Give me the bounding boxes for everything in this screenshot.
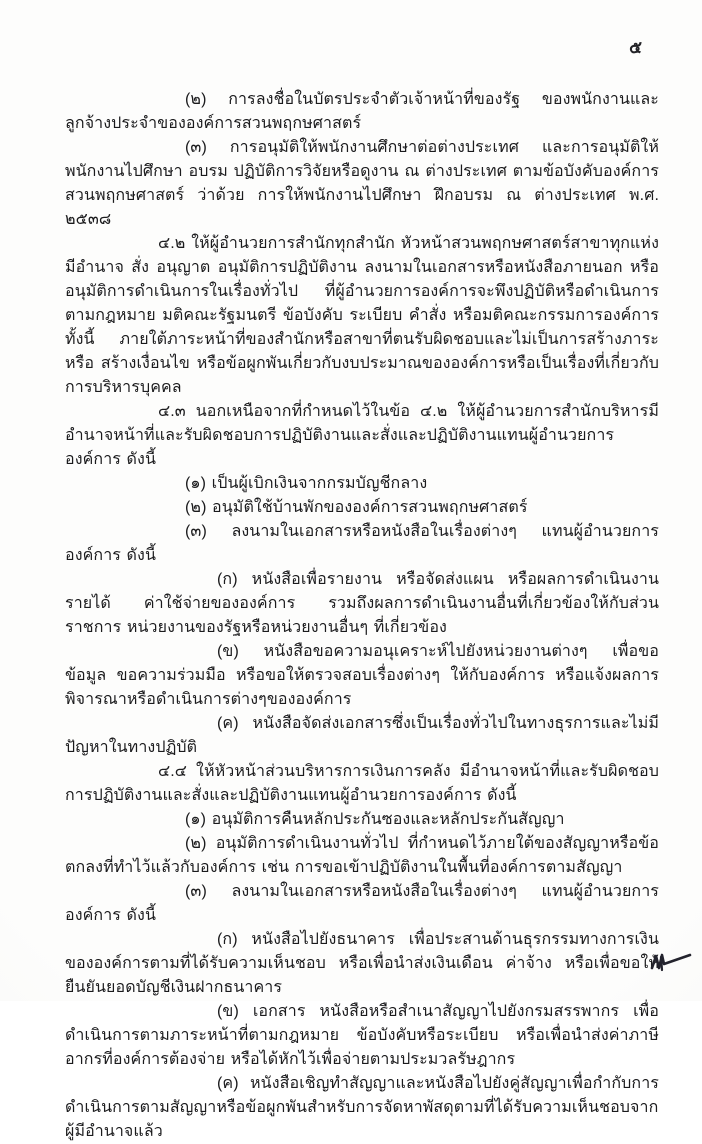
clause-4-4-sub-kho: (ข) เอกสาร หนังสือหรือสำเนาสัญญาไปยังกรมสรรพากร เพื่อดำเนินการตามภาระหน้าที่ตามกฎหมาย ข้อบังคับหรือระเบียบ หรือเพื่อนำส่งค่าภาษีอากรที่องค์การต้องจ่าย หรือได้หักไว้เพื่อจ่ายตามประมวลรัษฎากร [65,1003,659,1068]
clause-4-3-sub-kho: (ข) หนังสือขอความอนุเคราะห์ไปยังหน่วยงานต่างๆ เพื่อขอข้อมูล ขอความร่วมมือ หรือขอให้ตรวจสอบเรื่องต่างๆ ให้กับองค์การ หรือแจ้งผลการพิจารณาหรือดำเนินการต่างๆขององค์การ [65,643,659,708]
document-body [65,88,659,1144]
clause-4-3-item-2: (๒) อนุมัติใช้บ้านพักขององค์การสวนพฤกษศาสตร์ [185,499,528,516]
clause-4-4-item-3: (๓) ลงนามในเอกสารหรือหนังสือในเรื่องต่างๆ แทนผู้อำนวยการองค์การ ดังนี้ [65,883,659,924]
page-number: ๕ [629,38,642,57]
clause-4-3-sub-ka: (ก) หนังสือเพื่อรายงาน หรือจัดส่งแผน หรือผลการดำเนินงาน รายได้ ค่าใช้จ่ายขององค์การ รวมถึงผลการดำเนินงานอื่นที่เกี่ยวข้องให้กับส่วนราชการ หน่วยงานของรัฐหรือหน่วยงานอื่นๆ ที่เกี่ยวข้อง [65,571,659,636]
clause-item-2: (๒) การลงชื่อในบัตรประจำตัวเจ้าหน้าที่ของรัฐ ของพนักงานและลูกจ้างประจำขององค์การสวนพฤกษศาสตร์ [65,91,659,132]
signature-mark-icon [648,944,694,978]
clause-4-4-sub-ka: (ก) หนังสือไปยังธนาคาร เพื่อประสานด้านธุรกรรมทางการเงินขององค์การตามที่ได้รับความเห็นชอบ หรือเพื่อนำส่งเงินเดือน ค่าจ้าง หรือเพื่อขอให้ยืนยันยอดบัญชีเงินฝากธนาคาร [65,931,659,996]
clause-section-4-4: ๔.๔ ให้หัวหน้าส่วนบริหารการเงินการคลัง มีอำนาจหน้าที่และรับผิดชอบการปฏิบัติงานและสั่งและปฏิบัติงานแทนผู้อำนวยการองค์การ ดังนี้ [65,763,659,804]
clause-4-3-sub-kho2: (ค) หนังสือจัดส่งเอกสารซึ่งเป็นเรื่องทั่วไปในทางธุรการและไม่มีปัญหาในทางปฏิบัติ [65,715,659,756]
clause-4-3-item-3: (๓) ลงนามในเอกสารหรือหนังสือในเรื่องต่างๆ แทนผู้อำนวยการองค์การ ดังนี้ [65,523,659,564]
clause-4-3-item-1: (๑) เป็นผู้เบิกเงินจากกรมบัญชีกลาง [185,475,428,492]
clause-4-4-sub-kho2: (ค) หนังสือเชิญทำสัญญาและหนังสือไปยังคู่สัญญาเพื่อกำกับการดำเนินการตามสัญญาหรือข้อผูกพันสำหรับการจัดหาพัสดุตามที่ได้รับความเห็นชอบจากผู้มีอำนาจแล้ว [65,1075,659,1140]
clause-section-4-3: ๔.๓ นอกเหนือจากที่กำหนดไว้ในข้อ ๔.๒ ให้ผู้อำนวยการสำนักบริหารมีอำนาจหน้าที่และรับผิดชอบการปฏิบัติงานและสั่งและปฏิบัติงานแทนผู้อำนวยการองค์การ ดังนี้ [65,403,659,468]
clause-4-4-item-1: (๑) อนุมัติการคืนหลักประกันซองและหลักประกันสัญญา [185,811,565,828]
clause-section-4-2: ๔.๒ ให้ผู้อำนวยการสำนักทุกสำนัก หัวหน้าสวนพฤกษศาสตร์สาขาทุกแห่ง มีอำนาจ สั่ง อนุญาต อนุมัติการปฏิบัติงาน ลงนามในเอกสารหรือหนังสือภายนอก หรืออนุมัติการดำเนินการในเรื่องทั่วไป ที่ผู้อำนวยการองค์การจะพึงปฏิบัติหรือดำเนินการตามกฎหมาย มติคณะรัฐมนตรี ข้อบังคับ ระเบียบ คำสั่ง หรือมติคณะกรรมการองค์การ ทั้งนี้ ภายใต้ภาระหน้าที่ของสำนักหรือสาขาที่ตนรับผิดชอบและไม่เป็นการสร้างภาระ หรือ สร้างเงื่อนไข หรือข้อผูกพันเกี่ยวกับงบประมาณขององค์การหรือเป็นเรื่องที่เกี่ยวกับการบริหารบุคคล [65,235,659,396]
clause-item-3: (๓) การอนุมัติให้พนักงานศึกษาต่อต่างประเทศ และการอนุมัติให้พนักงานไปศึกษา อบรม ปฏิบัติการวิจัยหรือดูงาน ณ ต่างประเทศ ตามข้อบังคับองค์การสวนพฤกษศาสตร์ ว่าด้วย การให้พนักงานไปศึกษา ฝึกอบรม ณ ต่างประเทศ พ.ศ. ๒๕๓๘ [65,139,659,228]
clause-4-4-item-2: (๒) อนุมัติการดำเนินงานทั่วไป ที่กำหนดไว้ภายใต้ของสัญญาหรือข้อตกลงที่ทำไว้แล้วกับองค์การ เช่น การขอเข้าปฏิบัติงานในพื้นที่องค์การตามสัญญา [65,835,659,876]
